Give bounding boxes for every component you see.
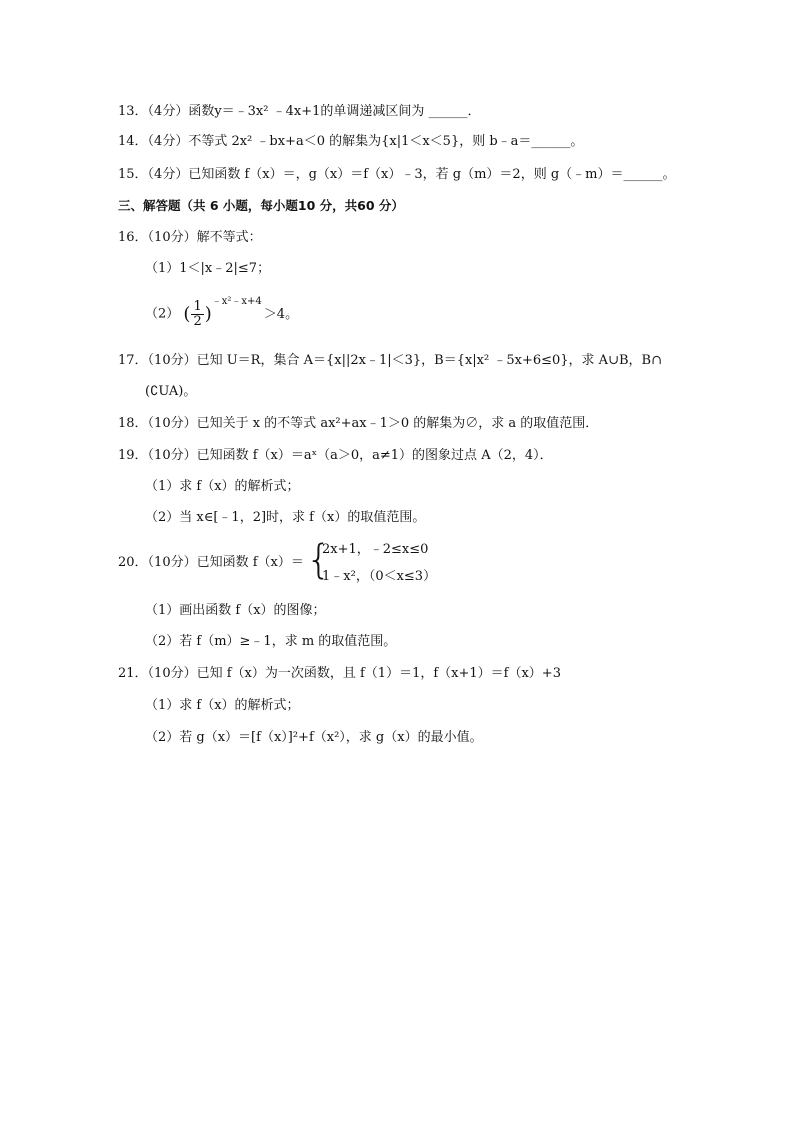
problem-21-part-1: （1）求 f（x）的解析式； [145, 698, 300, 713]
problem-18: 18．（10分）已知关于 x 的不等式 ax²+ax﹣1＞0 的解集为∅，求 a 的取值范围． [118, 416, 599, 431]
problem-16-part-2-prefix: （2） [145, 306, 180, 322]
problem-16: 16．（10分）解不等式： [118, 230, 262, 245]
piecewise-case-2: 1﹣x²，（0＜x≤3） [322, 569, 437, 584]
problem-17-line-2: (∁UA)。 [145, 384, 197, 399]
exponent: ﹣x²﹣x+4 [211, 296, 262, 307]
problem-19: 19．（10分）已知函数 f（x）＝aˣ（a＞0，a≠1）的图象过点 A（2，4）． [118, 448, 553, 463]
problem-16-part-2 [145, 296, 299, 340]
problem-20-part-1: （1）画出函数 f（x）的图像； [145, 603, 326, 618]
problem-20: 20．（10分）已知函数 f（x）＝ [118, 555, 304, 570]
right-paren: ) [204, 303, 212, 325]
piecewise-brace: { [306, 537, 332, 583]
problem-19-part-2: （2）当 x∈[﹣1，2]时，求 f（x）的取值范围。 [145, 510, 426, 525]
problem-17-line-1: 17．（10分）已知 U＝R，集合 A＝{x||2x﹣1|＜3}，B＝{x|x² ﹣5x+6≤0}，求 A∪B，B∩ [118, 353, 662, 368]
fraction-denominator: 2 [193, 314, 202, 329]
problem-20-part-2: （2）若 f（m）≥﹣1，求 m 的取值范围。 [145, 634, 397, 649]
piecewise-case-1: 2x+1，﹣2≤x≤0 [322, 542, 429, 557]
problem-21-part-2: （2）若 g（x）＝[f（x）]²+f（x²），求 g（x）的最小值。 [145, 730, 483, 745]
problem-16-part-1: （1）1＜|x﹣2|≤7； [145, 261, 271, 276]
fraction-one-half [191, 300, 203, 329]
left-paren: ( [183, 303, 191, 325]
problem-19-part-1: （1）求 f（x）的解析式； [145, 479, 300, 494]
problem-16-part-2-suffix: ＞4。 [263, 306, 299, 322]
fraction-numerator: 1 [193, 299, 202, 314]
problem-13: 13．（4分）函数y＝﹣3x² ﹣4x+1的单调递减区间为 ______． [118, 104, 481, 119]
problem-21: 21．（10分）已知 f（x）为一次函数，且 f（1）＝1，f（x+1）＝f（x）+3 [118, 666, 561, 681]
problem-15: 15．（4分）已知函数 f（x）＝，g（x）＝f（x）﹣3，若 g（m）＝2，则 g（﹣m）＝______。 [118, 167, 676, 182]
problem-14: 14．（4分）不等式 2x² ﹣bx+a＜0 的解集为{x|1＜x＜5}，则 b﹣a＝______。 [118, 134, 584, 149]
section-3-heading: 三、解答题（共 6 小题，每小题10 分，共60 分） [118, 198, 404, 213]
